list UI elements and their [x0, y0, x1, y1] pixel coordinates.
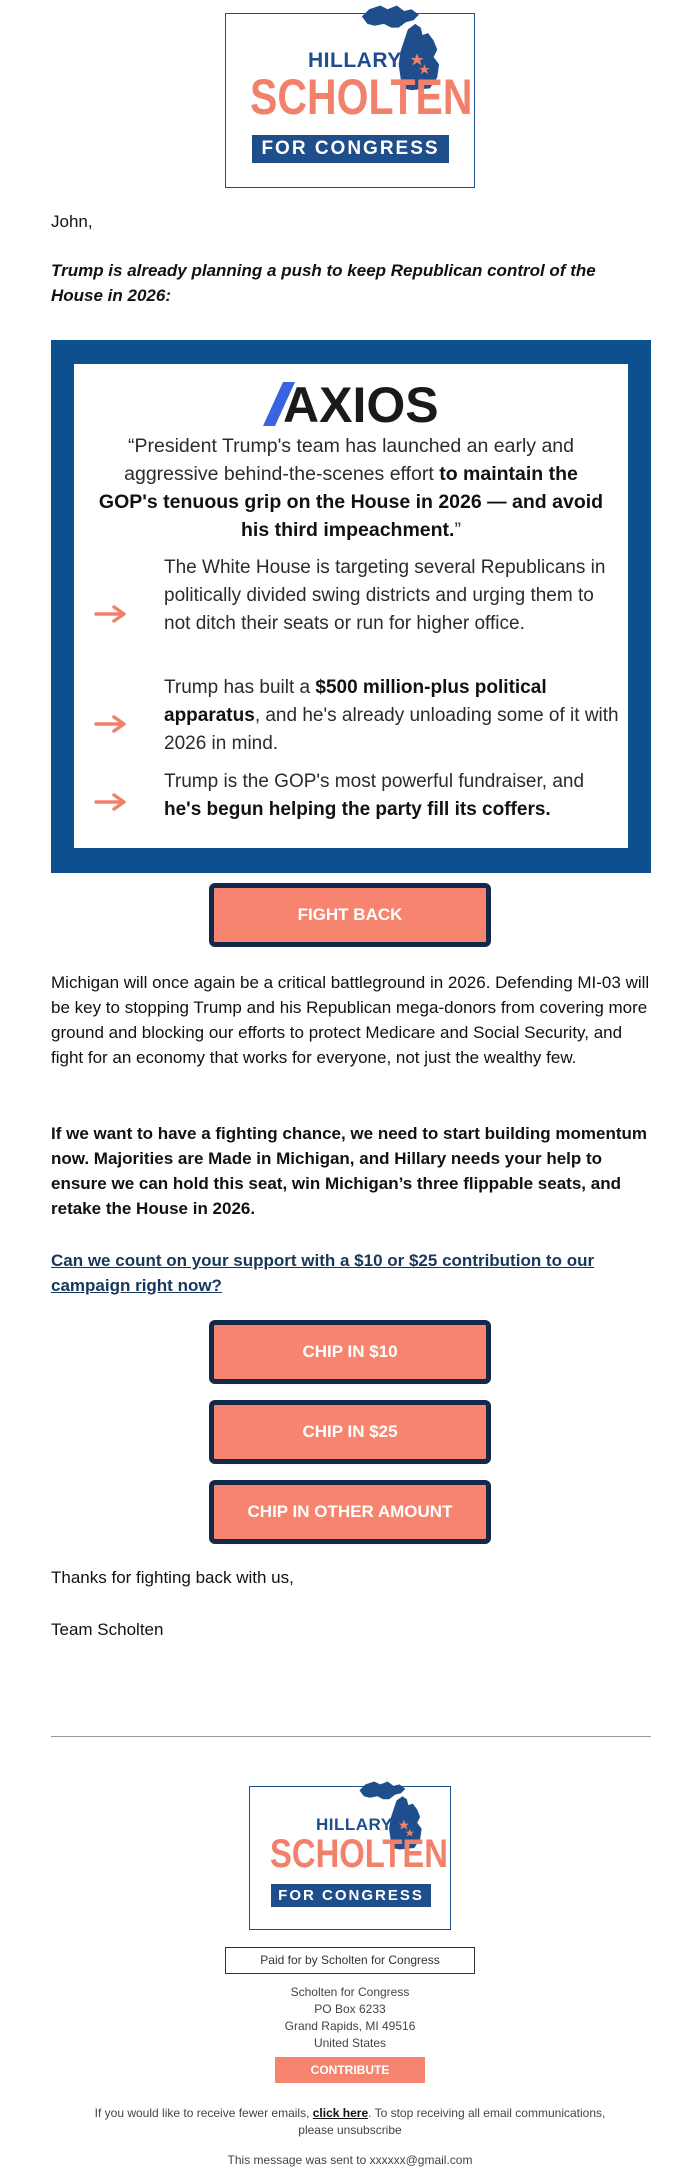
logo-last-name: SCHOLTEN: [250, 69, 473, 125]
contribute-button[interactable]: CONTRIBUTE: [275, 2057, 425, 2083]
axios-bullet-text: The White House is targeting several Republicans in politically divided swing districts and urging them to not ditch their seats or run for higher office.: [164, 557, 606, 634]
axios-card: [74, 364, 628, 848]
address-line: United States: [313, 2036, 387, 2050]
axios-brand: AXIOS: [283, 377, 439, 432]
axios-quote-bold: to maintain the GOP's tenuous grip on the House in 2026 — and avoid his third impeachment.: [98, 463, 604, 541]
chip-in-other-button[interactable]: CHIP IN OTHER AMOUNT: [209, 1480, 491, 1544]
paid-for-box: Paid for by Scholten for Congress: [225, 1947, 475, 1974]
contribution-ask-link[interactable]: Can we count on your support with a $10 or $25 contribution to our campaign right now?: [51, 1251, 595, 1295]
arrow-right-icon: [94, 792, 128, 812]
email-preferences-text: [80, 2105, 620, 2139]
header-logo[interactable]: [225, 13, 475, 188]
address-line: PO Box 6233: [314, 2002, 386, 2016]
footer-logo[interactable]: [249, 1786, 451, 1930]
axios-quote: [94, 432, 608, 544]
axios-bullet-post: , and he's already unloading some of it with 2026 in mind.: [164, 705, 619, 754]
footer-divider: [51, 1736, 651, 1737]
fight-back-button[interactable]: FIGHT BACK: [209, 883, 491, 947]
fewer-pre: If you would like to receive fewer emails,: [94, 2106, 313, 2120]
signoff: Team Scholten: [51, 1620, 164, 1639]
chip-in-25-button[interactable]: CHIP IN $25: [209, 1400, 491, 1464]
axios-bullet-pre: Trump is the GOP's most powerful fundraiser, and: [164, 771, 585, 792]
logo-subtitle: FOR CONGRESS: [252, 135, 449, 163]
address-line: Grand Rapids, MI 49516: [284, 2019, 416, 2033]
logo-first-name: HILLARY: [308, 49, 402, 72]
closing-line: Thanks for fighting back with us,: [51, 1568, 294, 1587]
logo-last-name: SCHOLTEN: [270, 1832, 448, 1876]
intro-text: Trump is already planning a push to keep Republican control of the House in 2026:: [51, 261, 596, 305]
axios-bullet-bold: $500 million-plus political apparatus: [164, 677, 547, 726]
greeting: John,: [51, 212, 93, 231]
address-line: Scholten for Congress: [290, 1985, 410, 1999]
axios-bullet-text: [164, 768, 624, 824]
axios-bullet-bold: he's begun helping the party fill its coffers.: [164, 799, 551, 820]
body-paragraph-bold: If we want to have a fighting chance, we need to start building momentum now. Majorities are Made in Michigan, and Hillary needs your help to ensure we can hold this seat, win Michigan’s three flippable seats, and retake the House in 2026.: [51, 1124, 648, 1218]
fewer-post: . To stop receiving all email communications, please unsubscribe: [298, 2106, 606, 2137]
axios-bullet-pre: Trump has built a: [164, 677, 316, 698]
logo-subtitle: FOR CONGRESS: [271, 1884, 431, 1907]
body-paragraph: Michigan will once again be a critical battleground in 2026. Defending MI-03 will be key to stopping Trump and his Republican mega-donors from covering more ground and blocking our efforts to protect Medicare and Social Security, and fight for an economy that works for everyone, not just the wealthy few.: [51, 973, 650, 1067]
fewer-emails-link[interactable]: click here: [312, 2106, 369, 2120]
axios-quote-start: “President Trump's team has launched an early and aggressive behind-the-scenes effort: [124, 435, 574, 485]
chip-in-10-button[interactable]: CHIP IN $10: [209, 1320, 491, 1384]
arrow-right-icon: [94, 714, 128, 734]
arrow-right-icon: [94, 604, 128, 624]
logo-first-name: HILLARY: [316, 1815, 393, 1834]
axios-quote-image[interactable]: [51, 340, 651, 873]
axios-bullet-text: [164, 674, 624, 758]
axios-quote-end: ”: [454, 519, 461, 541]
sent-to-text: This message was sent to xxxxxx@gmail.com: [227, 2153, 473, 2167]
axios-logo: [261, 376, 441, 432]
